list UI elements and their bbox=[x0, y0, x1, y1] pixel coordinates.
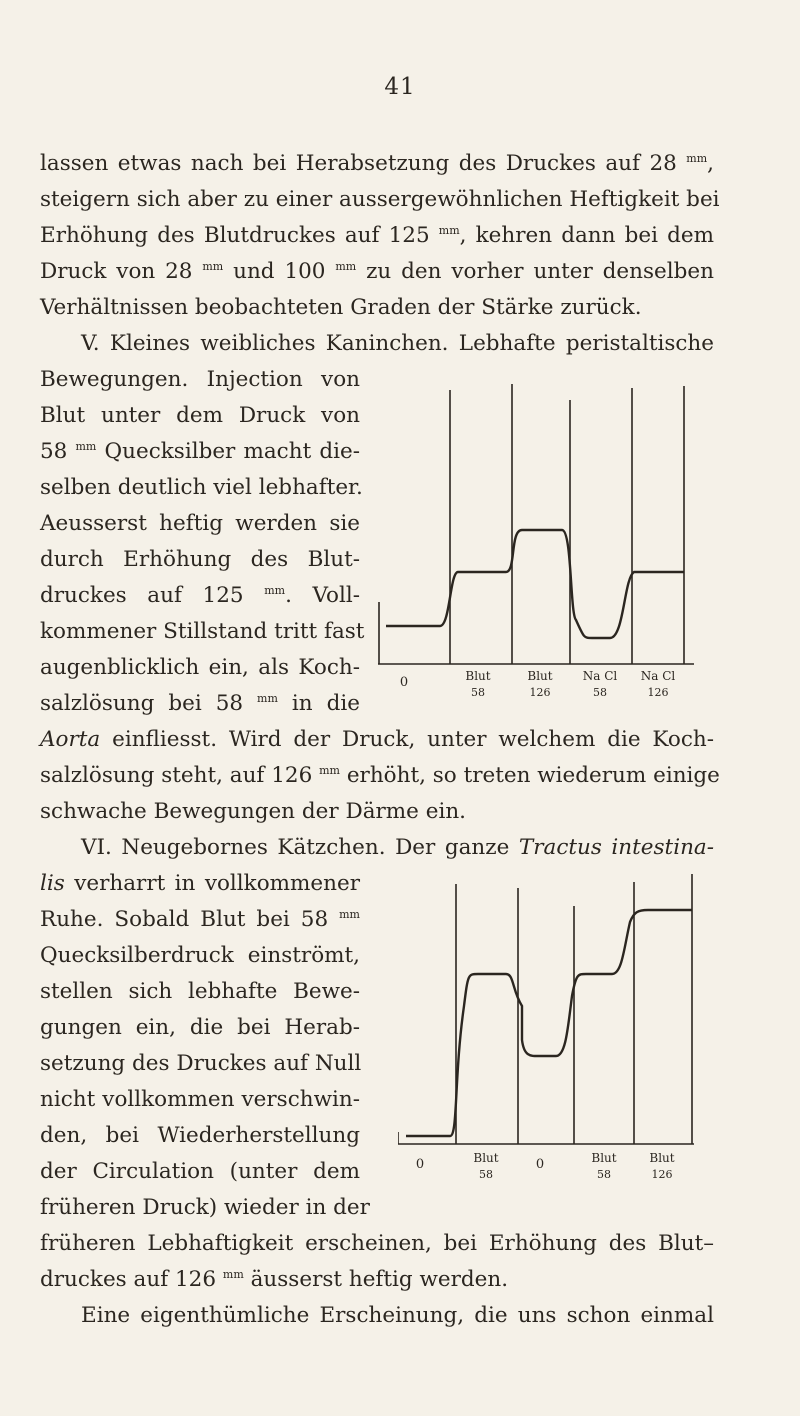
fig2-label-0-top: 0 bbox=[415, 1157, 425, 1172]
text-line: Blut unter dem Druck von bbox=[40, 403, 360, 428]
text-line: Bewegungen. Injection von bbox=[40, 367, 360, 392]
text-line: schwache Bewegungen der Därme ein. bbox=[40, 799, 467, 824]
figure-2-trace bbox=[406, 910, 692, 1136]
fig2-label-4-bottom: 126 bbox=[651, 1168, 673, 1181]
fig1-label-3-bottom: 58 bbox=[593, 686, 607, 699]
text-line: Verhältnissen beobachteten Graden der Stärke zurück. bbox=[40, 295, 642, 320]
kymograph-figure-2 bbox=[398, 866, 698, 1206]
text-line: salzlösung steht, auf 126 $^{mm}$ erhöht, so treten wiederum einige bbox=[40, 763, 720, 788]
fig2-label-3-bottom: 58 bbox=[597, 1168, 611, 1181]
text-line: Ruhe. Sobald Blut bei 58 $^{mm}$ bbox=[40, 907, 360, 932]
text-line: Eine eigenthümliche Erscheinung, die uns schon einmal bbox=[81, 1303, 714, 1328]
text-line: früheren Druck) wieder in der bbox=[40, 1195, 370, 1220]
text-line: früheren Lebhaftigkeit erscheinen, bei Erhöhung des Blut– bbox=[40, 1231, 714, 1256]
text-line: lassen etwas nach bei Herabsetzung des Druckes auf 28 $^{mm}$, bbox=[40, 151, 714, 176]
text-line: der Circulation (unter dem bbox=[40, 1159, 360, 1184]
fig2-label-4-top: Blut bbox=[649, 1151, 675, 1165]
page-number: 41 bbox=[384, 74, 416, 100]
fig2-label-1-top: Blut bbox=[473, 1151, 499, 1165]
figure-1-grid bbox=[378, 384, 694, 664]
fig1-label-2-bottom: 126 bbox=[529, 686, 551, 699]
fig1-label-4-bottom: 126 bbox=[647, 686, 669, 699]
text-line: druckes auf 126 $^{mm}$ äusserst heftig werden. bbox=[40, 1267, 509, 1292]
figure-1-trace bbox=[386, 530, 684, 638]
text-line: setzung des Druckes auf Null bbox=[40, 1051, 362, 1076]
text-line: Quecksilberdruck einströmt, bbox=[40, 943, 360, 968]
fig1-label-1-bottom: 58 bbox=[471, 686, 485, 699]
text-line: nicht vollkommen verschwin- bbox=[40, 1087, 360, 1112]
text-line: Aorta einfliesst. Wird der Druck, unter welchem die Koch- bbox=[40, 727, 715, 752]
fig1-label-4-top: Na Cl bbox=[640, 669, 676, 683]
text-line: Erhöhung des Blutdruckes auf 125 $^{mm}$, kehren dann bei dem bbox=[40, 223, 714, 248]
text-line: stellen sich lebhafte Bewe- bbox=[40, 979, 360, 1004]
text-line: 58 $^{mm}$ Quecksilber macht die- bbox=[40, 439, 360, 464]
fig1-label-1-top: Blut bbox=[465, 669, 491, 683]
text-line: durch Erhöhung des Blut- bbox=[40, 547, 360, 572]
fig1-label-3-top: Na Cl bbox=[582, 669, 618, 683]
text-line: lis verharrt in vollkommener bbox=[40, 871, 360, 896]
text-line: VI. Neugebornes Kätzchen. Der ganze Tractus intestina- bbox=[81, 835, 714, 860]
text-line: salzlösung bei 58 $^{mm}$ in die bbox=[40, 691, 360, 716]
fig2-label-3-top: Blut bbox=[591, 1151, 617, 1165]
text-line: kommener Stillstand tritt fast bbox=[40, 619, 365, 644]
text-line: den, bei Wiederherstellung bbox=[40, 1123, 360, 1148]
kymograph-figure-1 bbox=[378, 362, 698, 714]
text-line: druckes auf 125 $^{mm}$. Voll- bbox=[40, 583, 361, 608]
text-line: augenblicklich ein, als Koch- bbox=[40, 655, 360, 680]
text-line: Druck von 28 $^{mm}$ und 100 $^{mm}$ zu den vorher unter denselben bbox=[40, 259, 714, 284]
text-line: V. Kleines weibliches Kaninchen. Lebhafte peristaltische bbox=[81, 331, 714, 356]
fig1-label-2-top: Blut bbox=[527, 669, 553, 683]
fig2-label-1-bottom: 58 bbox=[479, 1168, 493, 1181]
fig1-label-0-top: 0 bbox=[399, 675, 409, 690]
text-line: gungen ein, die bei Herab- bbox=[40, 1015, 360, 1040]
fig2-label-2-top: 0 bbox=[535, 1157, 545, 1172]
text-line: Aeusserst heftig werden sie bbox=[40, 511, 360, 536]
figure-2-grid bbox=[398, 874, 694, 1144]
text-line: selben deutlich viel lebhafter. bbox=[40, 475, 363, 500]
text-line: steigern sich aber zu einer aussergewöhnlichen Heftigkeit bei bbox=[40, 187, 720, 212]
